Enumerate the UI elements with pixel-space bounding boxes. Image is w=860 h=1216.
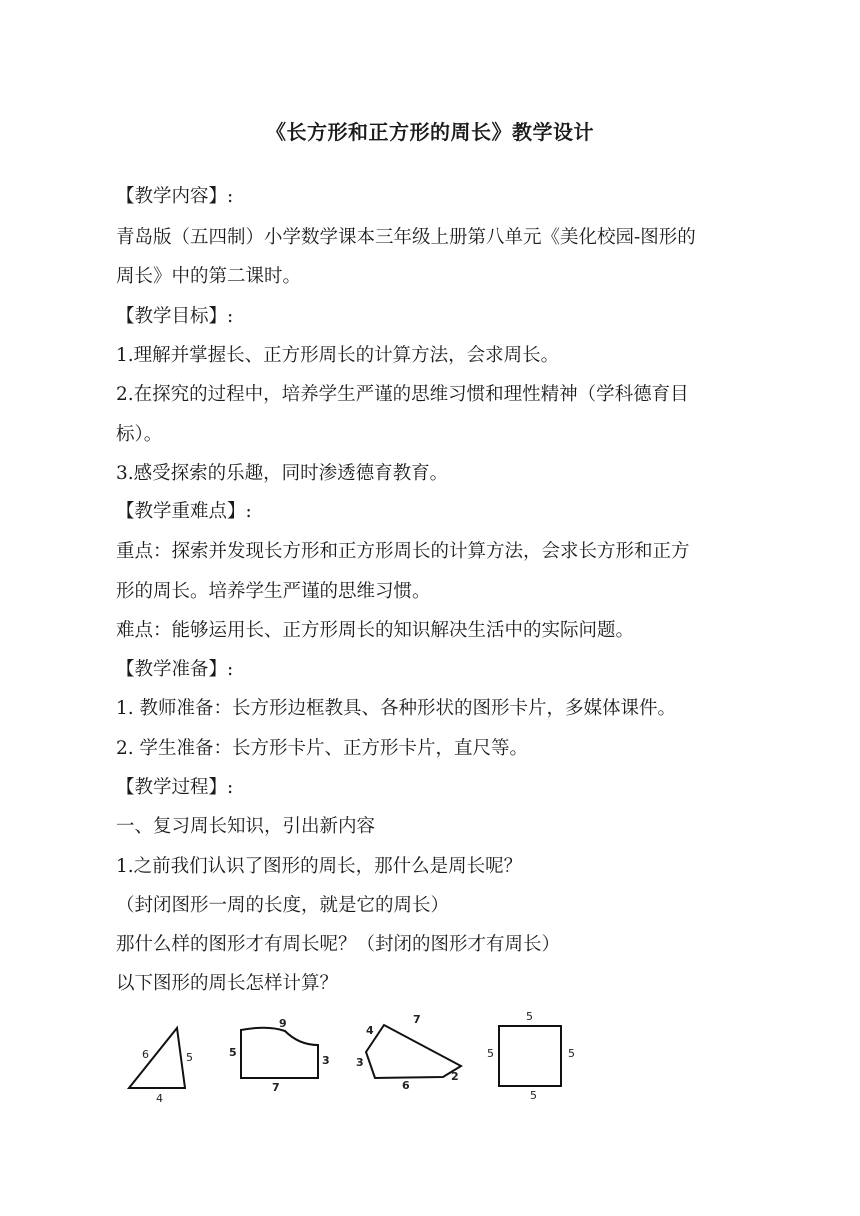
square-label-right: 5 <box>568 1047 575 1060</box>
paragraph-line: 3.感受探索的乐趣，同时渗透德育教育。 <box>116 463 449 484</box>
paragraph-line: 2.在探究的过程中，培养学生严谨的思维习惯和理性精神（学科德育目 <box>116 384 689 405</box>
pentagon-label-bottom: 6 <box>402 1079 410 1092</box>
square-label-bottom: 5 <box>530 1089 537 1102</box>
section-heading-preparation: 【教学准备】: <box>116 659 234 680</box>
square-label-top: 5 <box>526 1010 533 1023</box>
paragraph-line: 形的周长。培养学生严谨的思维习惯。 <box>116 581 431 602</box>
paragraph-line: （封闭图形一周的长度，就是它的周长） <box>116 895 450 916</box>
square-shape <box>499 1026 561 1086</box>
curved-shape <box>241 1028 318 1078</box>
paragraph-line: 1.之前我们认识了图形的周长，那什么是周长呢？ <box>116 856 523 877</box>
curved-shape-label-left: 5 <box>229 1046 237 1059</box>
section-heading-key-points: 【教学重难点】: <box>116 501 252 522</box>
paragraph-line: 重点：探索并发现长方形和正方形周长的计算方法，会求长方形和正方 <box>116 541 690 562</box>
pentagon-shape <box>366 1025 461 1078</box>
paragraph-line: 青岛版（五四制）小学数学课本三年级上册第八单元《美化校园-图形的 <box>116 227 696 248</box>
section-heading-goals: 【教学目标】: <box>116 306 234 327</box>
section-heading-content: 【教学内容】: <box>116 186 234 207</box>
triangle-label-bottom: 4 <box>156 1092 163 1105</box>
pentagon-label-left: 3 <box>356 1056 364 1069</box>
section-heading-process: 【教学过程】: <box>116 777 234 798</box>
curved-shape-label-right: 3 <box>322 1054 330 1067</box>
pentagon-label-top-left: 4 <box>366 1024 374 1037</box>
triangle-shape <box>129 1028 185 1088</box>
triangle-label-right: 5 <box>186 1051 193 1064</box>
pentagon-label-right: 2 <box>451 1070 459 1083</box>
paragraph-line: 周长》中的第二课时。 <box>116 266 302 287</box>
paragraph-line: 那什么样的图形才有周长呢？（封闭的图形才有周长） <box>116 934 561 955</box>
paragraph-line: 1.理解并掌握长、正方形周长的计算方法，会求周长。 <box>116 345 560 366</box>
paragraph-line: 标）。 <box>116 424 163 445</box>
paragraph-line: 一、复习周长知识，引出新内容 <box>116 816 376 837</box>
triangle-label-left: 6 <box>142 1048 149 1061</box>
paragraph-line: 1. 教师准备：长方形边框教具、各种形状的图形卡片，多媒体课件。 <box>116 698 677 719</box>
pentagon-label-top: 7 <box>413 1013 421 1026</box>
curved-shape-label-bottom: 7 <box>272 1081 280 1094</box>
curved-shape-label-top: 9 <box>279 1017 287 1030</box>
paragraph-line: 以下图形的周长怎样计算？ <box>116 973 339 994</box>
document-title: 《长方形和正方形的周长》教学设计 <box>266 120 594 144</box>
square-label-left: 5 <box>487 1047 494 1060</box>
paragraph-line: 2. 学生准备：长方形卡片、正方形卡片，直尺等。 <box>116 738 529 759</box>
paragraph-line: 难点：能够运用长、正方形周长的知识解决生活中的实际问题。 <box>116 620 635 641</box>
